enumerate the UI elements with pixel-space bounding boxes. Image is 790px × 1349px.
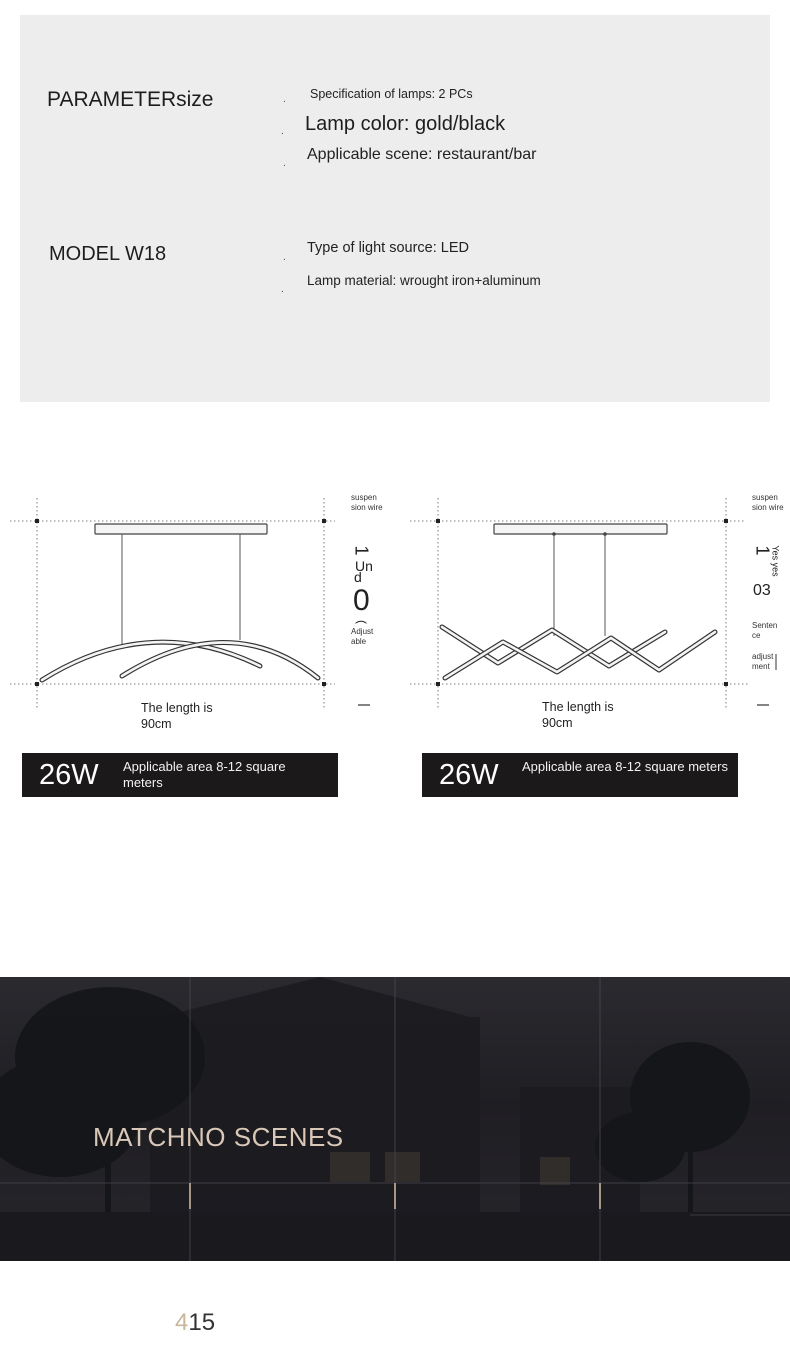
side-mark: d xyxy=(354,569,362,585)
wire-label: suspen sion wire xyxy=(752,493,784,512)
bullet-dot: . xyxy=(283,252,286,263)
side-mark: 03 xyxy=(753,582,771,599)
bullet-dot: . xyxy=(283,94,286,105)
zigzag-lamp-drawing xyxy=(395,490,790,730)
side-mark: Yes yes xyxy=(770,545,781,577)
scene-text: Applicable scene: restaurant/bar xyxy=(307,146,537,163)
bullet-dot: . xyxy=(281,126,284,137)
spec-lamps-text: Specification of lamps: 2 PCs xyxy=(310,87,473,101)
length-label: The length is 90cm xyxy=(542,700,614,730)
wattage-value: 26W xyxy=(39,759,99,791)
area-text: Applicable area 8-12 square meters xyxy=(123,759,286,790)
wattage-value: 26W xyxy=(439,759,499,791)
material-text: Lamp material: wrought iron+aluminum xyxy=(307,273,541,288)
parameter-heading: PARAMETERsize xyxy=(47,88,214,111)
scene-background-image xyxy=(0,977,790,1261)
light-source-text: Type of light source: LED xyxy=(307,240,469,256)
spec-bar-right xyxy=(422,753,738,797)
curved-lamp-drawing xyxy=(0,490,395,730)
sentence-label: Senten ce xyxy=(752,621,778,640)
area-text: Applicable area 8-12 square meters xyxy=(522,759,728,774)
scene-banner xyxy=(0,977,790,1261)
page-number-first-digit: 4 xyxy=(175,1309,189,1336)
parameter-panel xyxy=(20,15,770,402)
side-mark: 1 xyxy=(351,545,372,556)
scene-title: MATCHNO SCENES xyxy=(93,1122,344,1152)
bullet-dot: . xyxy=(283,158,286,169)
model-heading: MODEL W18 xyxy=(49,243,167,265)
side-mark: 1 xyxy=(752,545,773,556)
side-mark: ( xyxy=(355,620,369,624)
length-label: The length is 90cm xyxy=(141,701,213,731)
wire-label: suspen sion wire xyxy=(351,493,383,512)
lamp-color-text: Lamp color: gold/black xyxy=(305,113,506,135)
lamp-diagram-zigzag xyxy=(395,490,790,730)
spec-bar-left xyxy=(22,753,338,797)
side-mark: Un xyxy=(355,558,373,574)
side-mark: 0 xyxy=(353,584,370,617)
bullet-dot: . xyxy=(281,284,284,295)
adjust-label: adjust ment xyxy=(752,652,774,671)
lamp-diagram-curved xyxy=(0,490,395,730)
page-number xyxy=(175,1309,215,1337)
page-number-rest: 15 xyxy=(188,1309,216,1336)
adjust-label: Adjust able xyxy=(351,627,374,646)
